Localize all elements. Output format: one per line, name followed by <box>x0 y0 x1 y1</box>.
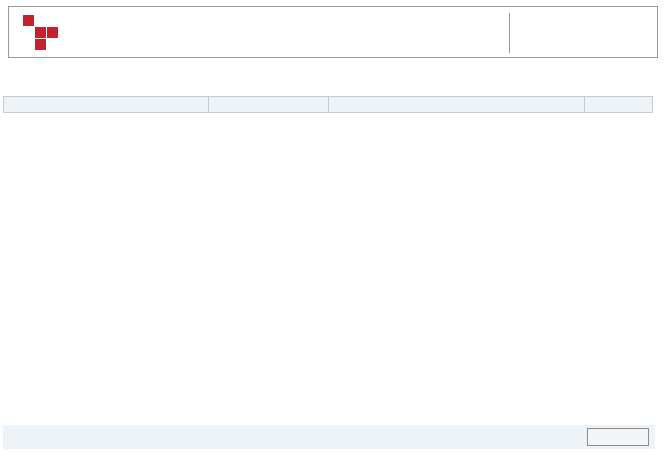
color-stripe <box>8 61 658 65</box>
column-header-personnel-number <box>209 97 329 113</box>
column-header-activity <box>4 97 209 113</box>
column-header-name <box>329 97 585 113</box>
table-header-row <box>4 97 653 113</box>
brand-logo <box>509 13 650 53</box>
grand-total-bar <box>3 425 655 449</box>
company-logo-icon <box>23 15 59 51</box>
grand-total-value <box>587 428 649 446</box>
time-tracking-table <box>3 96 653 113</box>
report-header <box>8 6 658 58</box>
column-header-hours <box>585 97 653 113</box>
